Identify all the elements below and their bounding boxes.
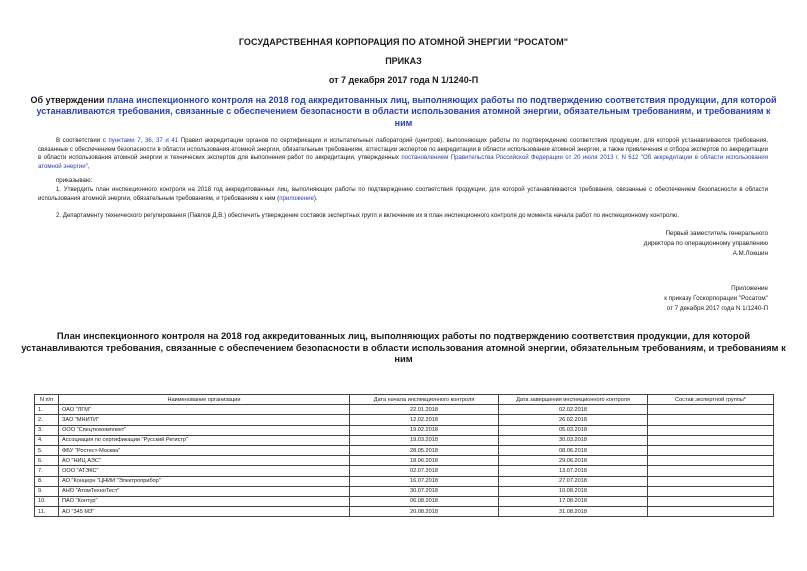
row-number: 8. — [35, 476, 59, 486]
row-number: 5. — [35, 445, 59, 455]
header-start-date: Дата начала инспекционного контроля — [350, 395, 499, 405]
document-date: от 7 декабря 2017 года N 1/1240-П — [328, 75, 479, 85]
basis-text-c: , — [87, 162, 90, 170]
document-title — [30, 95, 777, 129]
row-organization: АО "Концерн "ЦНИИ "Электроприбор" — [59, 476, 350, 486]
row-organization: АО "НИЦ АЭС" — [59, 456, 350, 466]
row-end-date: 02.02.2018 — [499, 405, 648, 415]
table-header-row — [35, 395, 774, 405]
plan-title: План инспекционного контроля на 2018 год аккредитованных лиц, выполняющих работы по подтверждению соответствия продукции, для которой устанавливаются требования, связанные с обеспечением безопасности в области использования атомной энергии, обязательным требованиям, и требованиям к ним — [21, 330, 786, 365]
row-expert-group — [648, 405, 774, 415]
row-organization: ПАО "Контур" — [59, 496, 350, 506]
row-expert-group — [648, 486, 774, 496]
row-expert-group — [648, 425, 774, 435]
row-expert-group — [648, 445, 774, 455]
rules-points-link[interactable]: пунктами 7, 36, 37 и 41 — [108, 137, 179, 144]
row-end-date: 26.02.2018 — [499, 415, 648, 425]
table-row — [35, 405, 774, 415]
row-organization: АНО "АтомТехноТест" — [59, 486, 350, 496]
row-organization: Ассоциация по сертификации "Русский Регистр" — [59, 435, 350, 445]
organization-heading: ГОСУДАРСТВЕННАЯ КОРПОРАЦИЯ ПО АТОМНОЙ ЭНЕРГИИ "РОСАТОМ" — [238, 37, 569, 47]
inspection-plan-table — [34, 394, 774, 517]
row-expert-group — [648, 466, 774, 476]
signature-line-2: директора по операционному управлению — [643, 240, 768, 247]
row-expert-group — [648, 415, 774, 425]
document-type: ПРИКАЗ — [385, 56, 422, 66]
government-decree-link[interactable]: постановлением Правительства Российской Федерации от 20 июля 2013 г. N 612 "Об аккредитации в области использования атомной энергии" — [38, 154, 768, 170]
row-expert-group — [648, 456, 774, 466]
table-row — [35, 496, 774, 506]
row-number: 11. — [35, 507, 59, 517]
row-organization: ФБУ "Ростест-Москва" — [59, 445, 350, 455]
row-start-date: 02.07.2018 — [350, 466, 499, 476]
row-end-date: 17.08.2018 — [499, 496, 648, 506]
row-organization: ЗАО "МНИТИ" — [59, 415, 350, 425]
basis-text-a: В соответствии с — [56, 137, 106, 144]
row-end-date: 10.08.2018 — [499, 486, 648, 496]
row-number: 1. — [35, 405, 59, 415]
row-expert-group — [648, 435, 774, 445]
item1-text-a: 1. Утвердить план инспекционного контроля на 2018 год аккредитованных лиц, выполняющих работы по подтверждению соответствия продукции, для которой устанавливаются требования, связанные с обеспечением безопасности в области использования атомной энергии, обязательным требованиям, и требованиям к ним ( — [38, 186, 768, 202]
table-row — [35, 456, 774, 466]
row-start-date: 06.08.2018 — [350, 496, 499, 506]
row-start-date: 18.06.2018 — [350, 456, 499, 466]
paragraph-item-2: 2. Департаменту технического регулирования (Павлов Д.В.) обеспечить утверждение составов экспертных групп и включение их в план инспекционного контроля до момента начала работ по инспекционному контролю. — [56, 212, 680, 219]
table-row — [35, 466, 774, 476]
table-row — [35, 445, 774, 455]
table-row — [35, 425, 774, 435]
row-start-date: 28.05.2018 — [350, 445, 499, 455]
row-number: 9. — [35, 486, 59, 496]
row-start-date: 19.02.2018 — [350, 425, 499, 435]
signature-block — [568, 229, 768, 259]
row-end-date: 08.06.2018 — [499, 445, 648, 455]
row-start-date: 19.03.2018 — [350, 435, 499, 445]
paragraph-item-1 — [38, 186, 768, 203]
row-end-date: 31.08.2018 — [499, 507, 648, 517]
header-end-date: Дата завершения инспекционного контроля — [499, 395, 648, 405]
row-organization: ООО "АТЭКС" — [59, 466, 350, 476]
table-row — [35, 415, 774, 425]
table-row — [35, 507, 774, 517]
title-prefix: Об утверждении — [30, 95, 105, 105]
basis-text-b: Правил аккредитации органов по сертификации и испытательных лабораторий (центров), выполняющих работы по подтверждению соответствия продукции, для которой устанавливаются требования, связанные с обеспечением безопасности в области использования атомной энергии, обязательным требованиям, аттестации экспертов по аккредитации в области использования атомной энергии, а также привлечения и отбора экспертов по аккредитации в области использования атомной энергии и технических экспертов для выполнения работ по аккредитации, утвержденных — [38, 137, 768, 161]
row-end-date: 30.03.2018 — [499, 435, 648, 445]
row-end-date: 05.03.2018 — [499, 425, 648, 435]
item1-text-b: ). — [313, 194, 318, 202]
row-end-date: 29.06.2018 — [499, 456, 648, 466]
row-organization: АО "345 МЗ" — [59, 507, 350, 517]
signature-line-1: Первый заместитель генерального — [665, 230, 768, 237]
signature-name: А.М.Локшин — [732, 250, 768, 257]
row-number: 3. — [35, 425, 59, 435]
row-start-date: 12.02.2018 — [350, 415, 499, 425]
appendix-block — [568, 284, 768, 314]
row-number: 10. — [35, 496, 59, 506]
row-end-date: 27.07.2018 — [499, 476, 648, 486]
row-start-date: 30.07.2018 — [350, 486, 499, 496]
appendix-link[interactable]: приложение — [279, 194, 314, 202]
row-expert-group — [648, 507, 774, 517]
row-number: 7. — [35, 466, 59, 476]
appendix-line-2: к приказу Госкорпорации "Росатом" — [664, 295, 768, 302]
row-expert-group — [648, 496, 774, 506]
row-organization: ООО "Спецтехкомплект" — [59, 425, 350, 435]
row-number: 2. — [35, 415, 59, 425]
table-row — [35, 486, 774, 496]
row-organization: ОАО "ЛГМ" — [59, 405, 350, 415]
row-end-date: 13.07.2018 — [499, 466, 648, 476]
row-start-date: 20.08.2018 — [350, 507, 499, 517]
table-row — [35, 476, 774, 486]
row-expert-group — [648, 476, 774, 486]
paragraph-basis — [38, 137, 768, 171]
paragraph-order-word: приказываю: — [56, 177, 93, 184]
table-row — [35, 435, 774, 445]
title-link[interactable]: плана инспекционного контроля на 2018 год аккредитованных лиц, выполняющих работы по подтверждению соответствия продукции, для которой устанавливаются требования, связанные с обеспечением безопасности в области использования атомной энергии, обязательным требованиям, и требованиям к ним — [36, 95, 777, 128]
header-number: N п/п — [35, 395, 59, 405]
header-expert-group: Состав экспертной группы* — [648, 395, 774, 405]
header-organization: Наименование организации — [59, 395, 350, 405]
row-start-date: 16.07.2018 — [350, 476, 499, 486]
row-number: 4. — [35, 435, 59, 445]
appendix-line-3: от 7 декабря 2017 года N 1/1240-П — [666, 305, 768, 312]
row-start-date: 22.01.2018 — [350, 405, 499, 415]
appendix-line-1: Приложение — [731, 285, 768, 292]
row-number: 6. — [35, 456, 59, 466]
